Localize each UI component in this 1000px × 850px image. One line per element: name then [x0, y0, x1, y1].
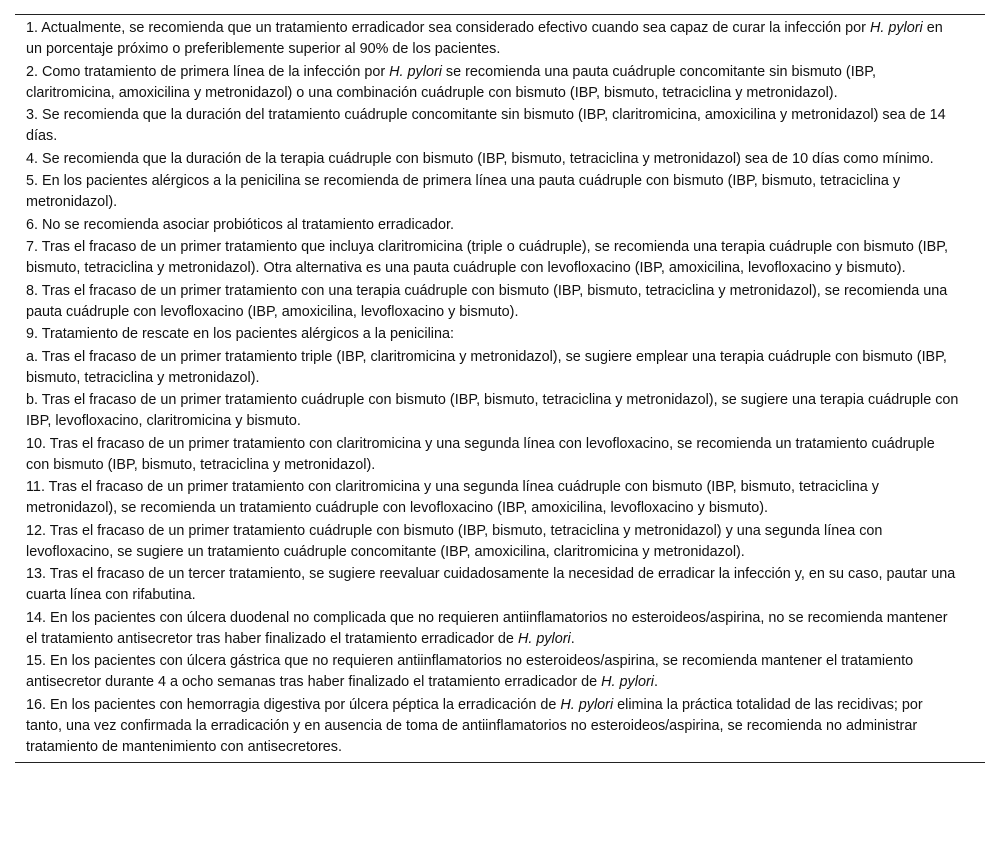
recommendation-item [15, 149, 985, 170]
species-name: H. pylori [389, 63, 442, 80]
recommendation-text: 6. No se recomienda asociar probióticos al tratamiento erradicador. [26, 216, 454, 233]
recommendation-text: 13. Tras el fracaso de un tercer tratamiento, se sugiere reevaluar cuidadosamente la necesidad de erradicar la infección y, en su caso, pautar una cuarta línea con rifabutina. [26, 566, 956, 604]
recommendation-text: 15. En los pacientes con úlcera gástrica que no requieren antiinflamatorios no esteroideos/aspirina, se recomienda mantener el tratamiento antisecretor durante 4 a ocho semanas tras haber finalizado el tratamiento erradicador de [26, 653, 914, 691]
recommendation-text: 2. Como tratamiento de primera línea de la infección por [26, 63, 390, 80]
recommendation-text: a. Tras el fracaso de un primer tratamiento triple (IBP, claritromicina y metronidazol), se sugiere emplear una terapia cuádruple con bismuto (IBP, bismuto, tetraciclina y metronidazol). [26, 348, 947, 386]
recommendation-item [15, 521, 985, 563]
species-name: H. pylori [869, 20, 923, 36]
recommendation-text: b. Tras el fracaso de un primer tratamiento cuádruple con bismuto (IBP, bismuto, tetraciclina y metronidazol), se sugiere una terapia cuádruple con IBP, levofloxacino, claritromicina y bismuto. [26, 392, 959, 430]
recommendation-text: en un porcentaje próximo o preferiblemente superior al 90% de los pacientes. [26, 20, 943, 58]
species-name: H. pylori [560, 696, 614, 713]
recommendation-item [15, 18, 985, 60]
recommendation-item [15, 105, 985, 147]
recommendation-item [15, 324, 985, 345]
recommendation-item [15, 281, 985, 323]
recommendations-list [15, 18, 985, 758]
recommendation-item [15, 695, 985, 758]
recommendation-text: elimina la práctica totalidad de las recidivas; por tanto, una vez confirmada la erradicación y en ausencia de toma de antiinflamatorios no esteroideos/aspirina, se recomienda no administrar tratamiento de mantenimiento con antisecretores. [26, 696, 923, 755]
recommendation-item [15, 651, 985, 693]
recommendation-text: . [653, 674, 658, 691]
species-name: H. pylori [601, 674, 654, 691]
recommendation-text: 3. Se recomienda que la duración del tratamiento cuádruple concomitante sin bismuto (IBP, claritromicina, amoxicilina y metronidazol) sea de 14 días. [26, 107, 946, 145]
recommendation-item [15, 62, 985, 104]
recommendation-item [15, 477, 985, 519]
recommendation-text: 10. Tras el fracaso de un primer tratamiento con claritromicina y una segunda línea con levofloxacino, se recomienda un tratamiento cuádruple con bismuto (IBP, bismuto, tetraciclina y metronidazol). [26, 435, 935, 473]
recommendation-item [15, 237, 985, 279]
recommendation-text: 7. Tras el fracaso de un primer tratamiento que incluya claritromicina (triple o cuádruple), se recomienda una terapia cuádruple con bismuto (IBP, bismuto, tetraciclina y metronidazol). Otra alternativa es una pauta cuádruple con levofloxacino (IBP, amoxicilina, levofloxacino y bismuto). [26, 239, 948, 277]
recommendation-text: 8. Tras el fracaso de un primer tratamiento con una terapia cuádruple con bismuto (IBP, bismuto, tetraciclina y metronidazol), se recomienda una pauta cuádruple con levofloxacino (IBP, amoxicilina, levofloxacino y bismuto). [26, 282, 948, 320]
recommendation-item [15, 434, 985, 476]
recommendation-text: 14. En los pacientes con úlcera duodenal no complicada que no requieren antiinflamatorios no esteroideos/aspirina, no se recomienda mantener el tratamiento antisecretor tras haber finalizado el tratamiento erradicador de [26, 609, 948, 647]
recommendation-text: 1. Actualmente, se recomienda que un tratamiento erradicador sea considerado efectivo cuando sea capaz de curar la infección por [26, 20, 870, 36]
recommendation-text: 16. En los pacientes con hemorragia digestiva por úlcera péptica la erradicación de [26, 696, 561, 713]
recommendation-text: 12. Tras el fracaso de un primer tratamiento cuádruple con bismuto (IBP, bismuto, tetraciclina y metronidazol) y una segunda línea con levofloxacino, se sugiere un tratamiento cuádruple concomitante (IBP, amoxicilina, claritromicina y metronidazol). [26, 522, 883, 560]
recommendation-text: se recomienda una pauta cuádruple concomitante sin bismuto (IBP, claritromicina, amoxicilina y metronidazol) o una combinación cuádruple con bismuto (IBP, bismuto, tetraciclina y metronidazol). [26, 63, 877, 101]
recommendation-text: 4. Se recomienda que la duración de la terapia cuádruple con bismuto (IBP, bismuto, tetraciclina y metronidazol) sea de 10 días como mínimo. [26, 150, 934, 167]
recommendation-item [15, 171, 985, 213]
recommendation-item [15, 390, 985, 432]
recommendation-text: 11. Tras el fracaso de un primer tratamiento con claritromicina y una segunda línea cuádruple con bismuto (IBP, bismuto, tetraciclina y metronidazol), se recomienda un tratamiento cuádruple con levofloxacino (IBP, amoxicilina, levofloxacino y bismuto). [26, 479, 879, 517]
recommendations-table [15, 14, 985, 763]
recommendation-item [15, 215, 985, 236]
recommendation-text: . [570, 630, 575, 647]
species-name: H. pylori [517, 630, 571, 647]
recommendation-item [15, 608, 985, 650]
recommendation-item [15, 564, 985, 606]
recommendation-item [15, 347, 985, 389]
recommendation-text: 5. En los pacientes alérgicos a la penicilina se recomienda de primera línea una pauta cuádruple con bismuto (IBP, bismuto, tetraciclina y metronidazol). [26, 173, 901, 211]
recommendation-text: 9. Tratamiento de rescate en los pacientes alérgicos a la penicilina: [26, 326, 454, 343]
